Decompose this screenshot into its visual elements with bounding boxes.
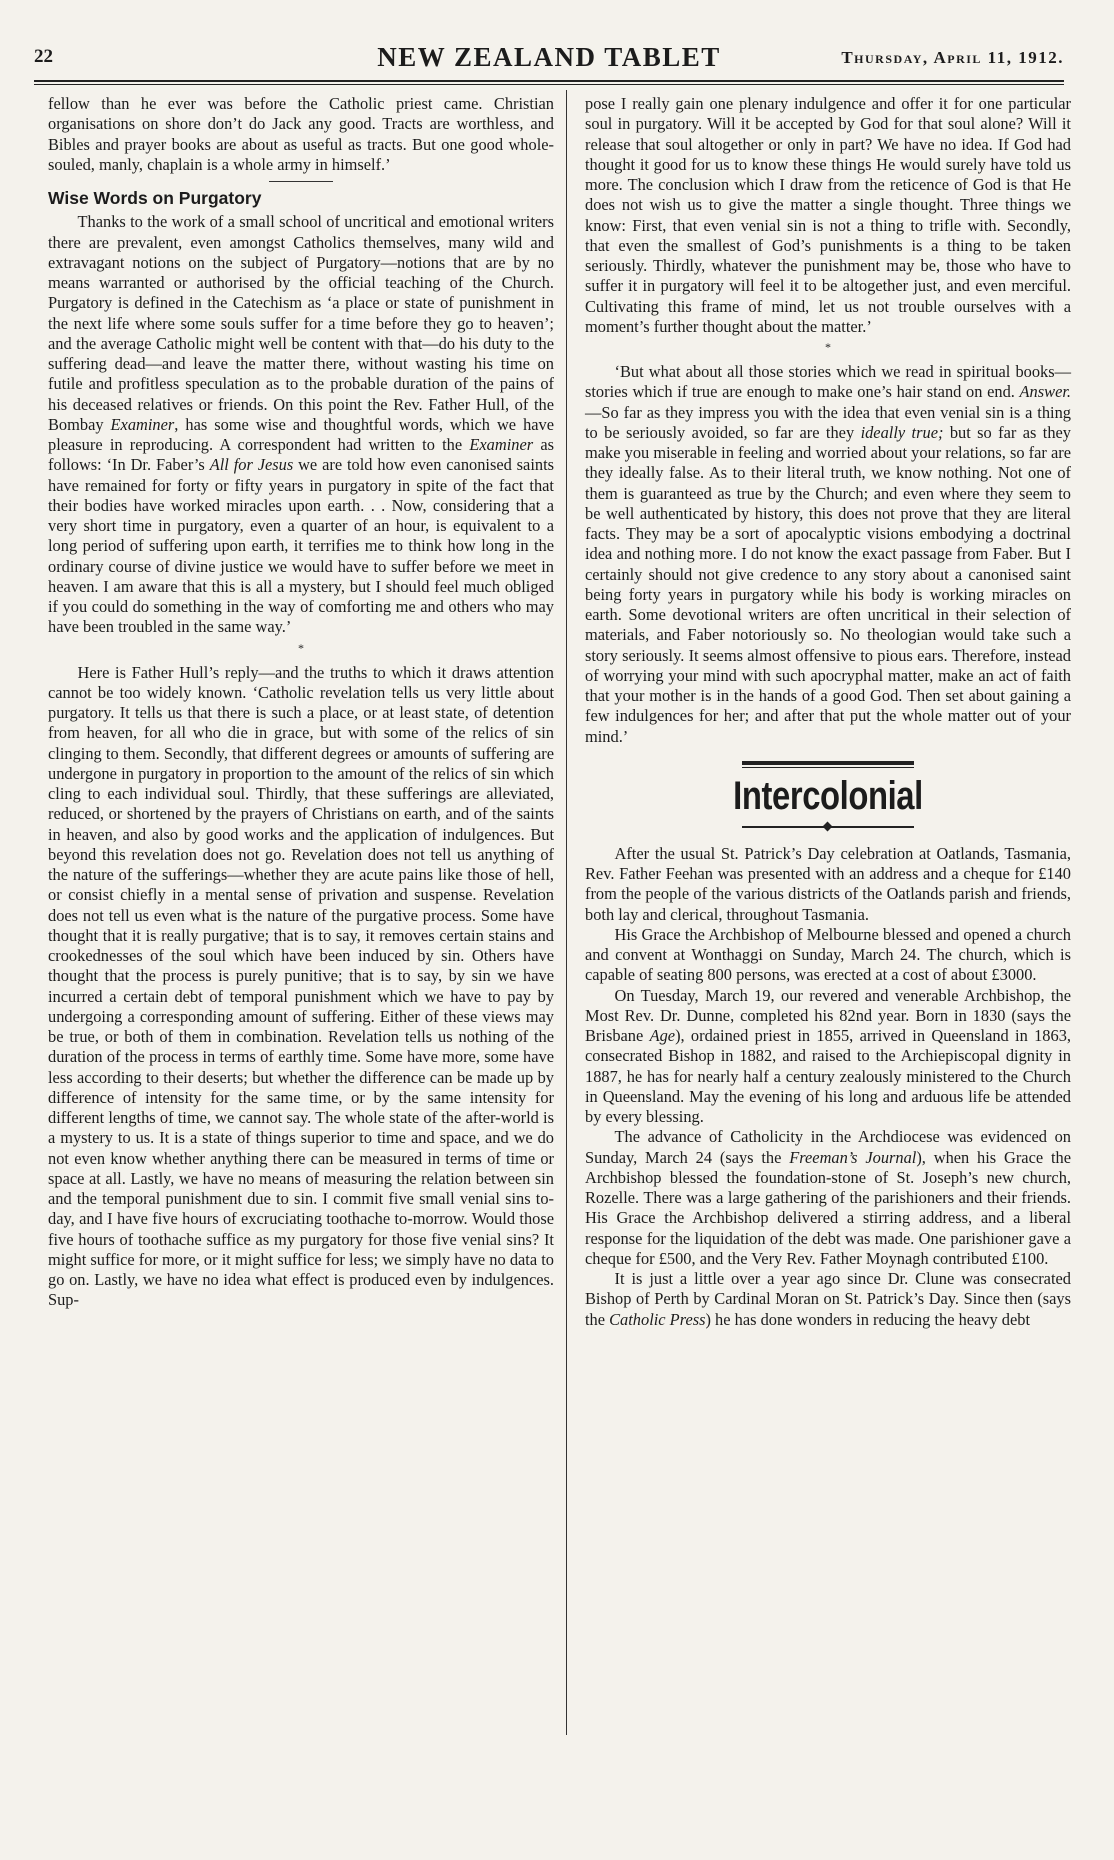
column-divider <box>566 90 567 1735</box>
paragraph: On Tuesday, March 19, our revered and venerable Archbishop, the Most Rev. Dr. Dunne, completed his 82nd year. Born in 1830 (says the Brisbane Age), ordained priest in 1855, arrived in Queensland in 1863, consecrated Bishop in 1882, and raised to the Archiepiscopal dignity in 1887, he has for nearly half a century zealously ministered to the Church in Queensland. May the evening of his long and arduous life be attended by every blessing. <box>585 985 1071 1126</box>
paragraph: The advance of Catholicity in the Archdiocese was evidenced on Sunday, March 24 (says the Freeman’s Journal), when his Grace the Archbishop blessed the foundation-stone of St. Joseph’s new church, Rozelle. There was a large gathering of the parishioners and their friends. His Grace the Archbishop delivered a stirring address, and a liberal response for the liquidation of the debt was made. One parishioner gave a cheque for £500, and the Very Rev. Father Moynagh contributed £100. <box>585 1127 1071 1268</box>
issue-date: Thursday, April 11, 1912. <box>841 48 1064 67</box>
diamond-ornament-icon <box>823 821 833 831</box>
separator-star: * <box>298 640 304 655</box>
heading-rule <box>742 761 914 768</box>
paragraph: His Grace the Archbishop of Melbourne blessed and opened a church and convent at Wonthaggi on Sunday, March 24. The church, which is capable of seating 800 persons, was erected at a cost of about £3000. <box>585 924 1071 985</box>
left-column <box>48 94 554 1311</box>
section-heading: Intercolonial <box>733 773 923 818</box>
diamond-rule <box>742 822 914 832</box>
section-rule <box>269 181 333 182</box>
paragraph: After the usual St. Patrick’s Day celebration at Oatlands, Tasmania, Rev. Father Feehan was presented with an address and a cheque for £140 from the people of the various districts of the Oatlands parish and friends, both lay and clerical, throughout Tasmania. <box>585 843 1071 924</box>
paragraph: fellow than he ever was before the Catholic priest came. Christian organisations on shore don’t do Jack any good. Tracts are worthless, and Bibles and prayer books are about as useful as tracts. But one good whole-souled, manly, chaplain is a whole army in himself.’ <box>48 94 554 174</box>
paragraph: Here is Father Hull’s reply—and the truths to which it draws attention cannot be too widely known. ‘Catholic revelation tells us very little about purgatory. It tells us that there is such a place, or at least state, of detention from heaven, for all who die in grace, but with some of the relics of sin clinging to them. Secondly, that different degrees or amounts of suffering are undergone in purgatory in proportion to the amount of the relics of sin which cling to each individual soul. Thirdly, that these sufferings are alleviated, reduced, or shortened by the prayers of Christians on earth, and of the saints in heaven, and also by good works and the application of indulgences. But beyond this revelation does not go. Revelation does not tell us anything of the nature of the sufferings—whether they are acute pains like those of hell, or consist chiefly in a mental sense of privation and suspense. Revelation does not tell us even what is the nature of the purgative process. Some have thought that it is really purgative; that is to say, it removes certain stains and crookednesses of the soul which have been induced by sin. Others have thought that the process is purely punitive; that is to say, by sin we have incurred a certain debt of temporal punishment which we have to pay by undergoing a corresponding amount of suffering. Either of these views may be true, or both of them in combination. Revelation tells us nothing of the duration of the process in terms of earthly time. Some have more, some have less according to their deserts; but whether the difference can be made up by difference of intensity for the same time, or by the same intensity for different lengths of time, we cannot say. The whole state of the after-world is a mystery to us. It is a state of things superior to time and space, and we do not even know whether anything there can be measured in terms of time or space at all. Lastly, we have no means of measuring the relation between sin and the temporal punishment due to sin. I commit five small venial sins to-day, and I have five hours of excruciating toothache to-morrow. Would those five hours of toothache suffice as my purgatory for those five venial sins? It might suffice for more, or it might suffice for less; we simply have no data to go on. Lastly, we have no idea what effect is produced even by indulgences. Sup- <box>48 662 554 1310</box>
masthead-title: NEW ZEALAND TABLET <box>377 42 721 72</box>
separator-star: * <box>825 340 831 354</box>
page-number: 22 <box>34 46 53 67</box>
paragraph: Thanks to the work of a small school of uncritical and emotional writers there are prevalent, even amongst Catholics themselves, many wild and extravagant notions on the subject of Purgatory—notions that are by no means warranted or authorised by the official teaching of the Church. Purgatory is defined in the Catechism as ‘a place or state of punishment in the next life where some souls suffer for a time before they go to heaven’; and the average Catholic might well be content with that—do his duty to the suffering dead—and leave the matter there, without wasting his time on futile and profitless speculation as to the probable duration of the pains of his deceased relatives or friends. On this point the Rev. Father Hull, of the Bombay Examiner, has some wise and thoughtful words, which we have pleasure in reproducing. A correspondent had written to the Examiner as follows: ‘In Dr. Faber’s All for Jesus we are told how even canonised saints have remained for forty or fifty years in purgatory in spite of the fact that their bodies have worked miracles upon earth. . . Now, considering that a very short time in purgatory, even a quarter of an hour, is equivalent to a long period of suffering upon earth, it terrifies me to think how long in the ordinary course of divine justice we would have to suffer before we meet in heaven. I am aware that this is all a mystery, but I should feel much obliged if you could do something in the way of comforting me and others who may have been troubled in the same way.’ <box>48 212 555 637</box>
header-rule <box>34 80 1064 85</box>
paragraph: It is just a little over a year ago since Dr. Clune was consecrated Bishop of Perth by Cardinal Moran on St. Patrick’s Day. Since then (says the Catholic Press) he has done wonders in reducing the heavy debt <box>585 1269 1071 1329</box>
right-column <box>585 94 1071 1330</box>
intercolonial-section-header <box>585 761 1071 832</box>
paragraph: pose I really gain one plenary indulgence and offer it for one particular soul in purgatory. Will it be accepted by God for that soul alone? Will it release that soul altogether or only in part? We have no idea. If God had thought it good for us to know these things He would surely have told us more. The conclusion which I draw from the reticence of God is that He does not wish us to give the matter a single thought. Three things we know: First, that even venial sin is not a thing to trifle with. Secondly, that even the smallest of God’s punishments is a thing to be taken seriously. Thirdly, whatever the punishment may be, those who have to suffer it in purgatory will feel it to be altogether just, and even merciful. Cultivating this frame of mind, let us not trouble ourselves with a moment’s further thought about the matter.’ <box>585 94 1071 336</box>
paragraph: ‘But what about all those stories which we read in spiritual books—stories which if true are enough to make one’s hair stand on end. Answer.—So far as they impress you with the idea that even venial sin is a thing to be seriously avoided, so far are they ideally true; but so far as they make you miserable in feeling and worried about your relations, so far are they ideally false. As to their literal truth, we know nothing. Not one of them is guaranteed as true by the Church; and even where they seem to be well authenticated by history, this does not prove that they are literal facts. They may be a sort of apocalyptic visions embodying a doctrinal idea and nothing more. I do not know the exact passage from Faber. But I certainly should not give credence to any story about a canonised saint being forty years in purgatory while his body is working miracles on earth. Some devotional writers are often uncritical in their selection of materials, and Faber notoriously so. No theologian would take such a story seriously. It seems almost offensive to pious ears. Therefore, instead of worrying your mind with such apocryphal matter, make an act of faith that your mother is in the hands of a good God. Then set about gaining a few indulgences for her; and after that put the whole matter out of your mind.’ <box>585 362 1072 746</box>
page-header <box>34 42 1064 76</box>
section-heading: Wise Words on Purgatory <box>48 188 262 208</box>
